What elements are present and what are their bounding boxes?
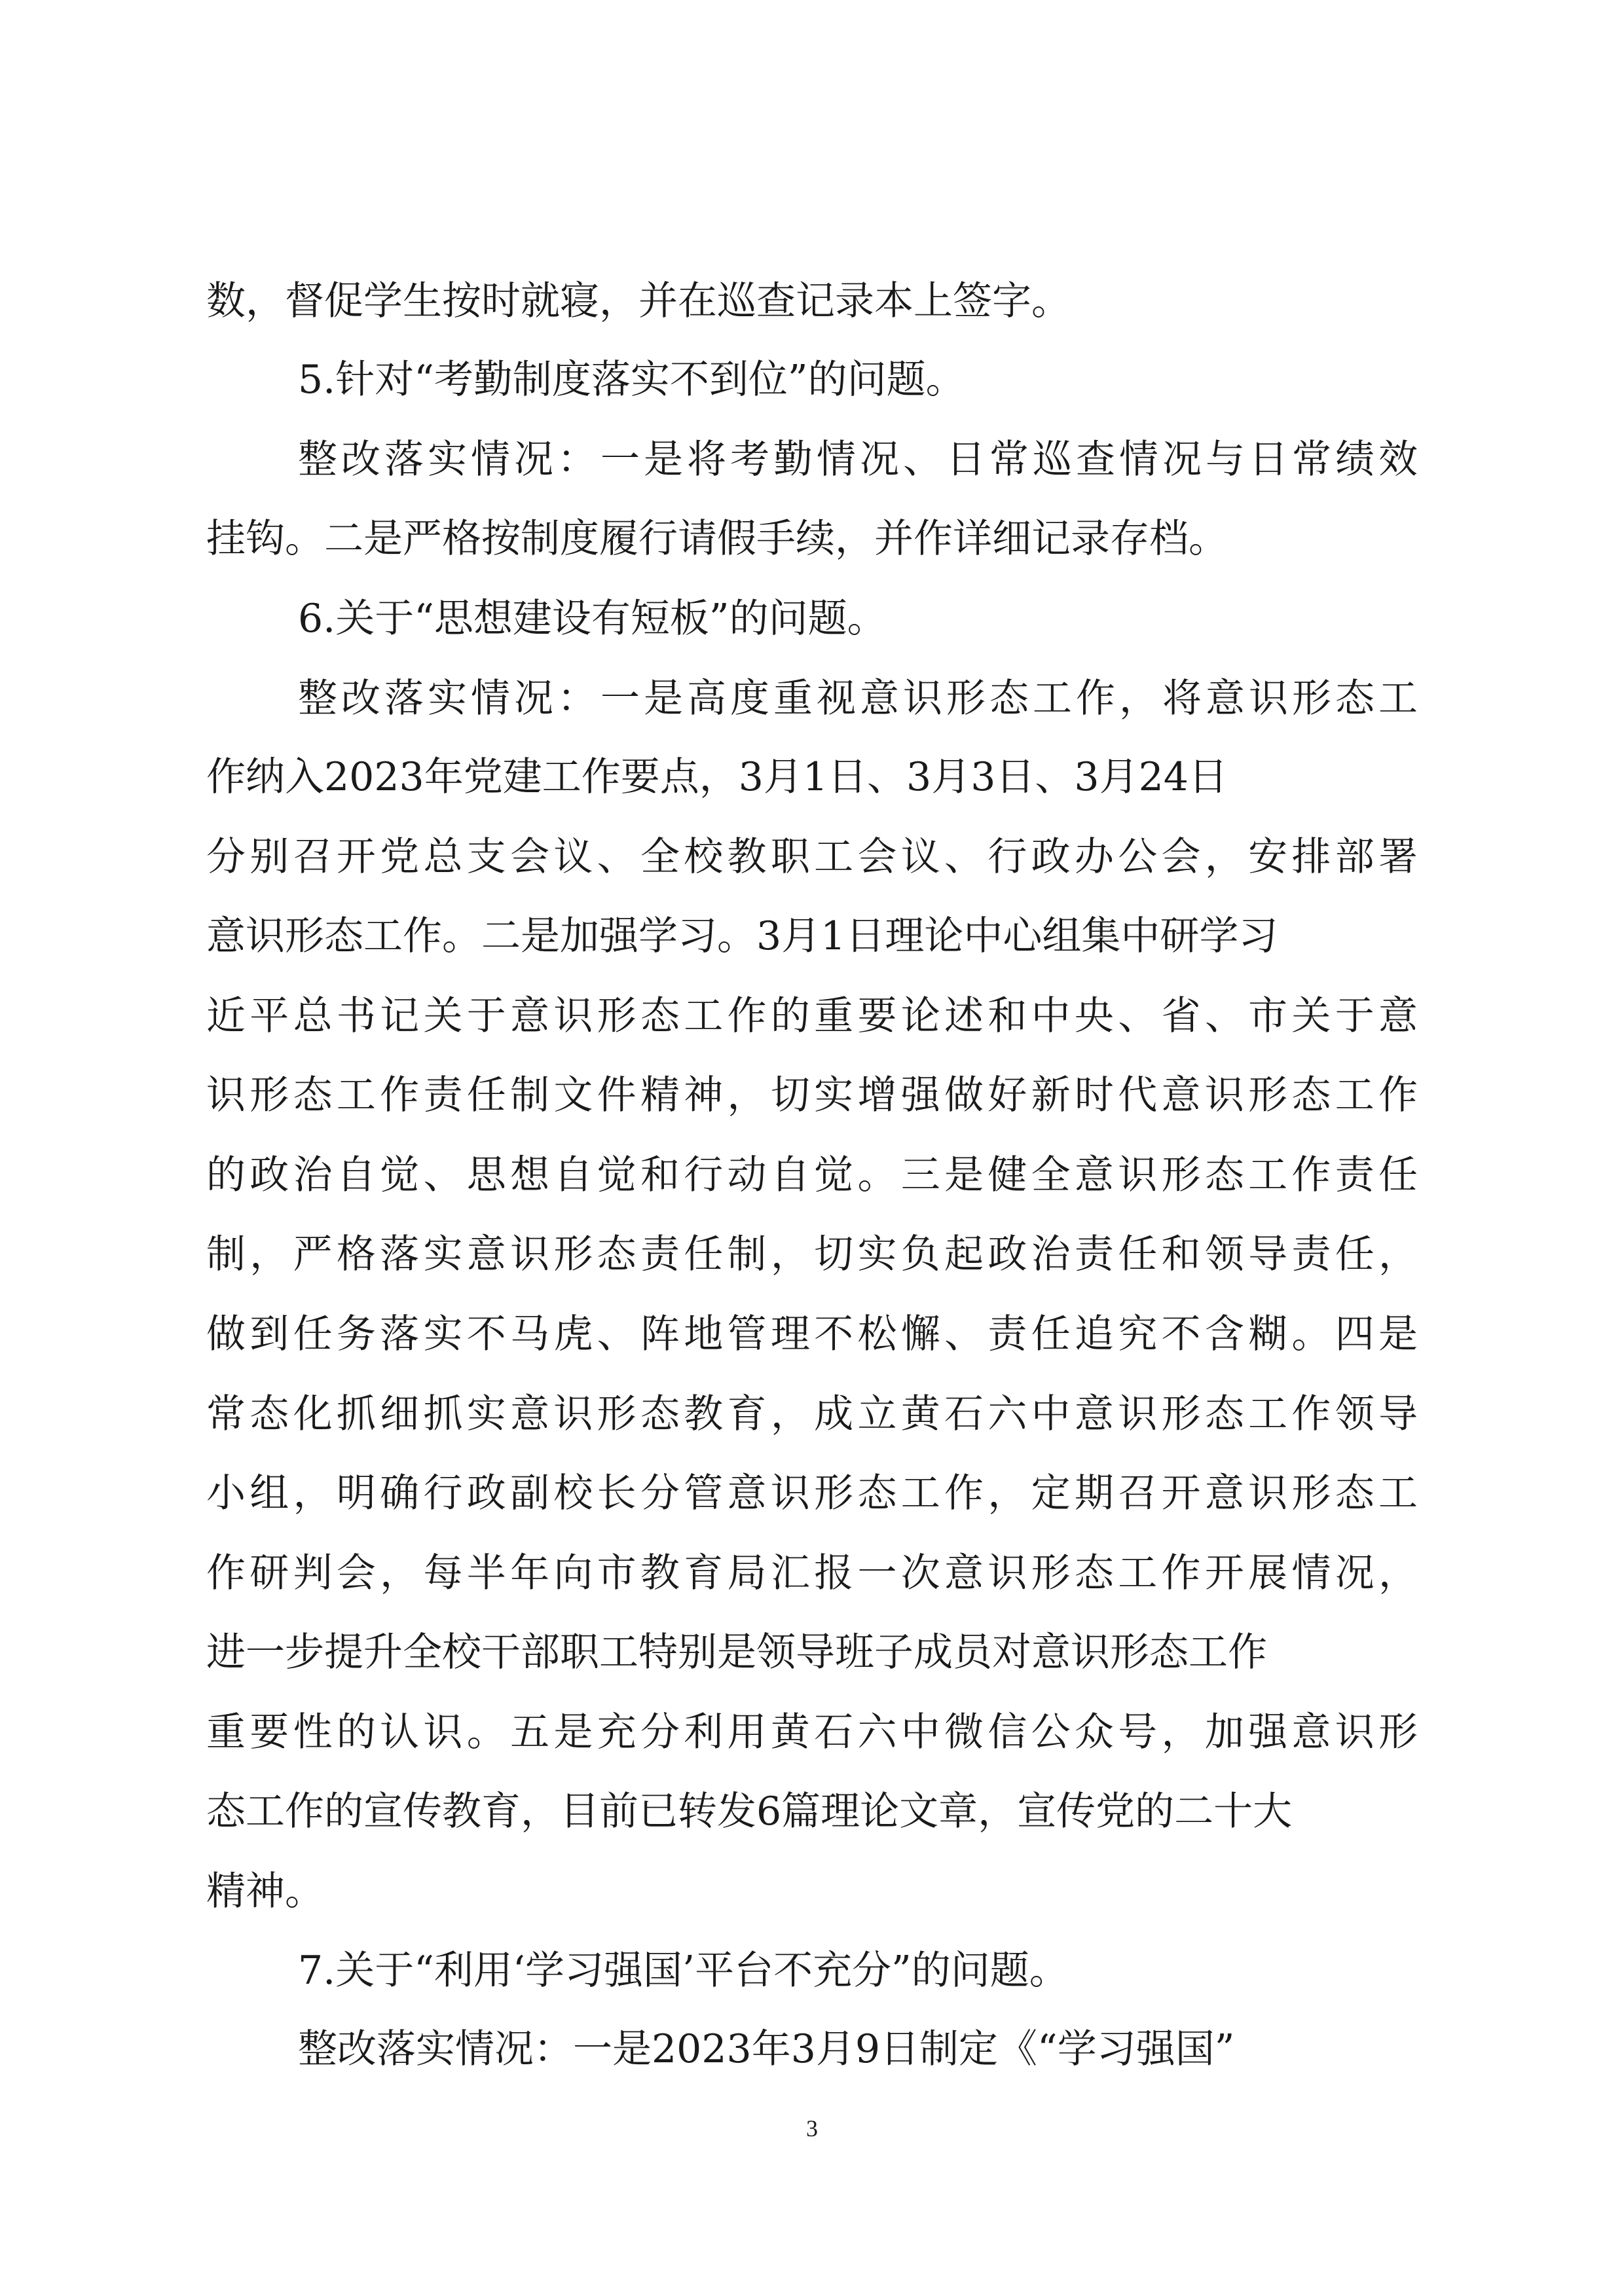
text-line: 小组，明确行政副校长分管意识形态工作，定期召开意识形态工 (206, 1470, 1422, 1516)
text-line: 整改落实情况：一是2023年3月9日制定《“学习强国” (298, 2026, 1235, 2072)
text-line: 意识形态工作。二是加强学习。3月1日理论中心组集中研学习 (206, 913, 1278, 959)
text-line: 分别召开党总支会议、全校教职工会议、行政办公会，安排部署 (206, 834, 1422, 880)
text-line: 挂钩。二是严格按制度履行请假手续，并作详细记录存档。 (206, 516, 1228, 562)
text-line: 制，严格落实意识形态责任制，切实负起政治责任和领导责任， (206, 1231, 1422, 1277)
text-line: 重要性的认识。五是充分利用黄石六中微信公众号，加强意识形 (206, 1709, 1422, 1755)
text-line: 做到任务落实不马虎、阵地管理不松懈、责任追究不含糊。四是 (206, 1311, 1422, 1357)
text-line: 整改落实情况：一是高度重视意识形态工作，将意识形态工 (298, 676, 1422, 721)
text-line: 态工作的宣传教育，目前已转发6篇理论文章，宣传党的二十大 (206, 1789, 1293, 1834)
text-line: 识形态工作责任制文件精神，切实增强做好新时代意识形态工作 (206, 1072, 1422, 1118)
text-line: 精神。 (206, 1868, 324, 1914)
text-line: 常态化抓细抓实意识形态教育，成立黄石六中意识形态工作领导 (206, 1391, 1422, 1437)
section-heading-5: 5.针对“考勤制度落实不到位”的问题。 (298, 357, 965, 403)
section-heading-6: 6.关于“思想建设有短板”的问题。 (298, 596, 887, 642)
text-line: 整改落实情况：一是将考勤情况、日常巡查情况与日常绩效 (298, 437, 1422, 483)
section-heading-7: 7.关于“利用‘学习强国’平台不充分”的问题。 (298, 1948, 1069, 1994)
text-line: 数，督促学生按时就寝，并在巡查记录本上签字。 (206, 278, 1071, 324)
text-line: 近平总书记关于意识形态工作的重要论述和中央、省、市关于意 (206, 993, 1422, 1039)
text-line: 的政治自觉、思想自觉和行动自觉。三是健全意识形态工作责任 (206, 1152, 1422, 1198)
text-line: 进一步提升全校干部职工特别是领导班子成员对意识形态工作 (206, 1630, 1267, 1675)
text-line: 作纳入2023年党建工作要点，3月1日、3月3日、3月24日 (206, 754, 1228, 800)
text-line: 作研判会，每半年向市教育局汇报一次意识形态工作开展情况， (206, 1550, 1422, 1596)
page-number: 3 (806, 2115, 818, 2141)
